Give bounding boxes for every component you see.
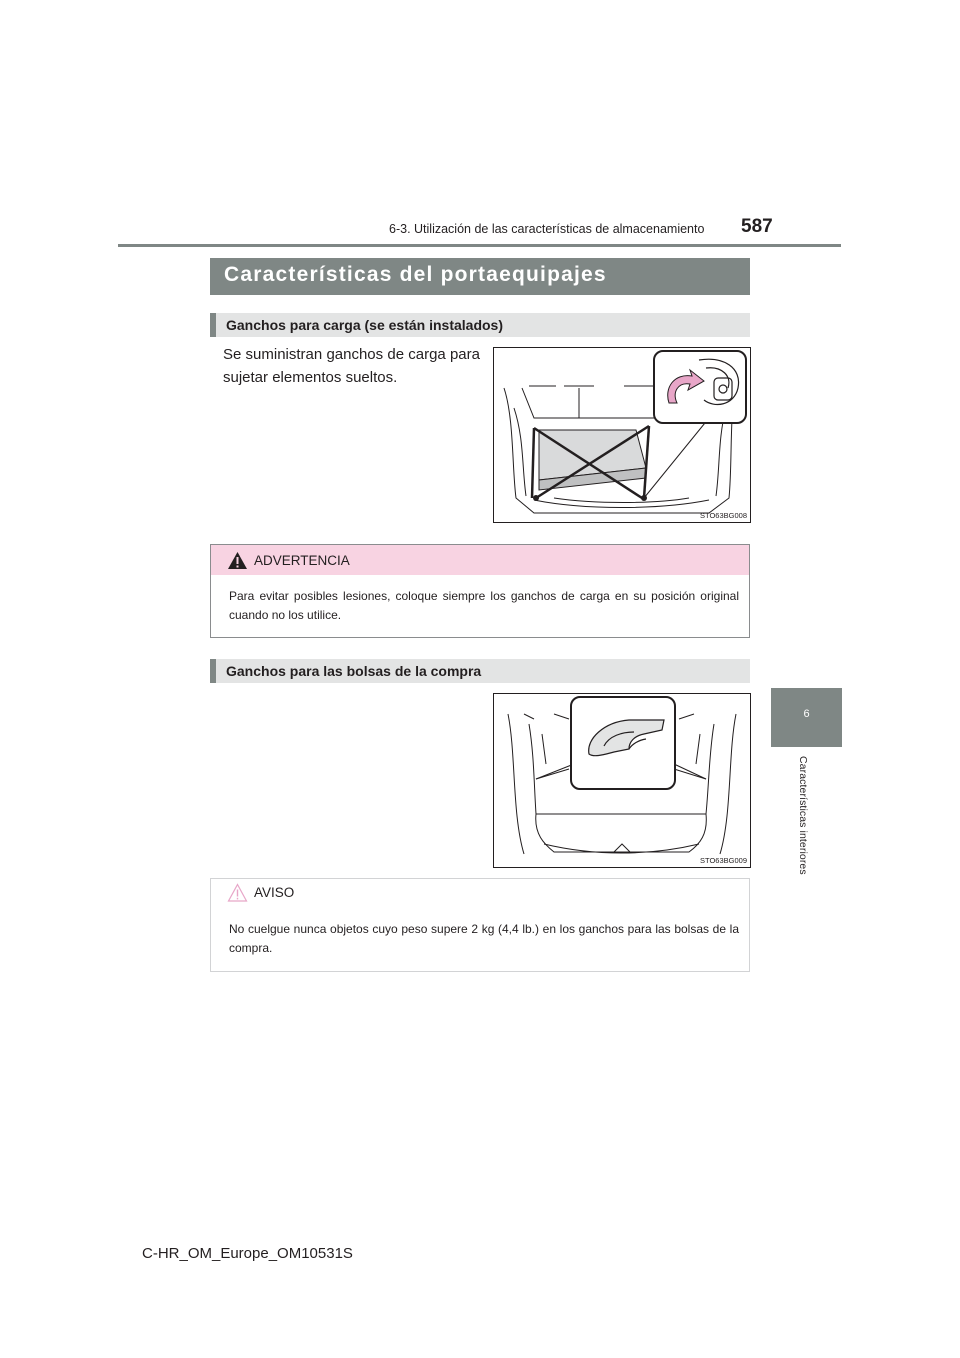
notice-box xyxy=(210,878,750,972)
header-divider xyxy=(118,244,841,247)
page-title: Características del portaequipajes xyxy=(224,263,607,286)
caution-icon xyxy=(227,883,248,902)
header-section-title: 6-3. Utilización de las características de almacenamiento xyxy=(389,222,705,236)
figure-cargo-hooks xyxy=(493,347,751,523)
warning-icon xyxy=(227,551,248,570)
figure-code: STO63BG008 xyxy=(700,511,747,520)
page-number: 587 xyxy=(741,216,773,237)
figure-code: STO63BG009 xyxy=(700,856,747,865)
warning-header xyxy=(211,545,749,575)
warning-box xyxy=(210,544,750,638)
section-heading-text: Ganchos para carga (se están instalados) xyxy=(226,317,503,333)
notice-title: AVISO xyxy=(254,885,295,900)
warning-text: Para evitar posibles lesiones, coloque siempre los ganchos de carga en su posición original cuando no los utilice. xyxy=(229,589,739,622)
section-heading-text: Ganchos para las bolsas de la compra xyxy=(226,663,482,679)
cargo-hooks-illustration xyxy=(494,348,750,522)
chapter-number: 6 xyxy=(803,708,810,720)
chapter-title: Características interiores xyxy=(797,756,809,875)
chapter-tab xyxy=(771,688,842,747)
section-body-text: Se suministran ganchos de carga para sujetar elementos sueltos. xyxy=(223,346,480,386)
page-title-bar xyxy=(210,258,750,295)
warning-title: ADVERTENCIA xyxy=(254,553,350,568)
section-heading-cargo-hooks xyxy=(210,313,750,337)
footer-document-code: C-HR_OM_Europe_OM10531S xyxy=(142,1245,353,1262)
section-heading-shopping-hooks xyxy=(210,659,750,683)
shopping-hooks-illustration xyxy=(494,694,750,867)
figure-shopping-hooks xyxy=(493,693,751,868)
notice-text: No cuelgue nunca objetos cuyo peso supere 2 kg (4,4 lb.) en los ganchos para las bolsas de la compra. xyxy=(229,922,739,955)
